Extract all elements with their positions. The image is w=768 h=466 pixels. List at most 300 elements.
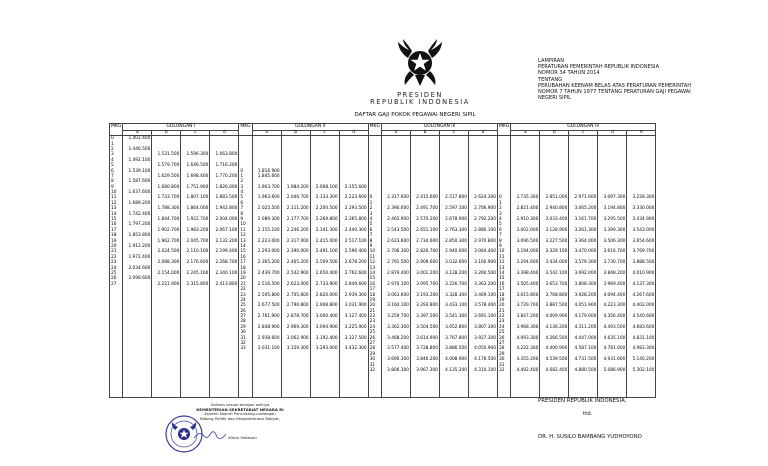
table-cell: 3.064.400 <box>474 249 496 255</box>
table-cell: 0 <box>240 168 244 174</box>
table-cell: 2.465.900 <box>387 217 409 223</box>
table-cell: 0 <box>369 195 373 201</box>
table-cell: 2.177.700 <box>286 217 309 223</box>
table-cell: 1.902.700 <box>157 227 180 233</box>
table-cell: 3.364.000 <box>574 238 597 244</box>
table-cell: 4.492.400 <box>516 367 539 373</box>
table-cell: 2.763.300 <box>445 227 467 233</box>
table-cell: 2.820.000 <box>315 292 338 298</box>
table-cell: 14 <box>498 270 505 276</box>
table-cell: 10 <box>111 190 117 196</box>
sub-header: b <box>540 130 569 136</box>
table-cell: 3.541.300 <box>445 314 467 320</box>
table-cell: 4.635.100 <box>603 335 626 341</box>
table-cell: 10 <box>369 249 376 255</box>
table-cell: 4.179.600 <box>574 314 597 320</box>
table-cell: 5 <box>369 222 373 228</box>
table-cell: 6 <box>498 227 502 233</box>
table-cell: 2.317.000 <box>286 238 309 244</box>
table-cell: 2.004.000 <box>215 217 238 223</box>
table-cell: 2.045.700 <box>186 238 209 244</box>
table-cell: 4.008.900 <box>445 357 467 363</box>
table-cell: 2.024.500 <box>157 249 180 255</box>
table-cell: 2.733.900 <box>315 281 338 287</box>
table-cell: 3.192.400 <box>315 335 338 341</box>
salary-column <box>252 136 281 398</box>
table-cell: 2.849.600 <box>344 281 367 287</box>
table-cell: 3.690.100 <box>387 357 409 363</box>
table-cell: 2.440.300 <box>344 227 367 233</box>
table-cell: 3 <box>240 184 244 190</box>
table-cell: 2.517.800 <box>445 195 467 201</box>
table-cell: 2 <box>240 179 244 185</box>
salary-column <box>181 136 210 398</box>
salary-column <box>381 136 410 398</box>
table-cell: 19 <box>240 270 246 276</box>
sub-header: d <box>468 130 497 136</box>
table-cell: 27 <box>369 341 376 347</box>
table-cell: 3.228.300 <box>632 195 655 201</box>
salary-column <box>152 136 181 398</box>
table-cell: 2.415.000 <box>315 238 338 244</box>
table-cell: 13 <box>240 238 246 244</box>
lampiran-line: NOMOR 34 TAHUN 2014 <box>538 70 600 77</box>
table-cell: 12 <box>498 260 505 266</box>
table-cell: 15 <box>498 276 505 282</box>
table-cell: 3.967.300 <box>416 367 438 373</box>
table-cell: 11 <box>369 254 376 260</box>
table-cell: 2.067.100 <box>215 227 238 233</box>
table-cell: 3.767.800 <box>445 335 467 341</box>
table-cell: 3.398.400 <box>516 270 539 276</box>
table-cell: 3.543.000 <box>632 227 655 233</box>
table-cell: 1.587.600 <box>128 179 151 185</box>
certification-line: KEMENTERIAN SEKRETARIAT NEGARA RI <box>196 406 284 412</box>
table-cell: 24 <box>240 297 246 303</box>
table-cell: 17 <box>369 287 376 293</box>
table-cell: 3.261.300 <box>574 227 597 233</box>
sub-header: a <box>381 130 410 136</box>
table-cell: 3.969.400 <box>603 281 626 287</box>
table-cell: 2.413.800 <box>215 281 238 287</box>
table-cell: 2.068.100 <box>315 184 338 190</box>
table-cell: 2.705.600 <box>286 292 309 298</box>
table-cell: 3.193.200 <box>416 292 438 298</box>
golongan-header: GOLONGAN I <box>123 124 239 131</box>
table-cell: 1 <box>240 173 244 179</box>
table-cell: 19 <box>498 297 505 303</box>
table-cell: 1.844.700 <box>157 217 180 223</box>
table-cell: 2.223.600 <box>344 195 367 201</box>
table-cell: 1.972.400 <box>128 254 151 260</box>
table-cell: 2.133.300 <box>315 195 338 201</box>
mkg-header: MKG <box>110 124 123 136</box>
table-cell: 2.132.200 <box>215 238 238 244</box>
table-cell: 2.025.500 <box>257 206 280 212</box>
table-cell: 2.678.200 <box>344 260 367 266</box>
table-cell: 2.465.200 <box>286 260 309 266</box>
table-cell: 9 <box>111 184 114 190</box>
table-cell: 21 <box>369 308 376 314</box>
lampiran-line: NOMOR 7 TAHUN 1977 TENTANG PERATURAN GAJI PEGAWAI <box>538 89 691 96</box>
table-cell: 3.128.900 <box>545 227 568 233</box>
table-cell: 3.194.000 <box>516 249 539 255</box>
table-cell: 4.731.500 <box>574 357 597 363</box>
table-cell: 1.539.100 <box>128 168 151 174</box>
table-cell: 11 <box>240 227 246 233</box>
table-cell: 2.938.600 <box>257 335 280 341</box>
table-cell: 3.260.500 <box>474 270 496 276</box>
table-cell: 2.761.900 <box>257 314 280 320</box>
table-cell: 3.329.100 <box>545 249 568 255</box>
table-cell: 2.792.200 <box>474 217 496 223</box>
golongan-header: GOLONGAN IV <box>511 124 656 131</box>
table-cell: 4.880.500 <box>574 367 597 373</box>
sub-header: c <box>310 130 339 136</box>
table-cell: 2.651.100 <box>416 227 438 233</box>
table-cell: 20 <box>111 244 117 249</box>
table-cell: 2.596.400 <box>344 249 367 255</box>
table-cell: 2.034.600 <box>128 265 151 271</box>
mkg-column <box>239 136 252 398</box>
table-cell: 6 <box>111 168 114 174</box>
table-cell: 2.706.900 <box>474 206 496 212</box>
table-cell: 23 <box>111 260 117 266</box>
table-cell: 4.094.400 <box>603 292 626 298</box>
table-cell: 3.434.900 <box>632 217 655 223</box>
table-cell: 3.161.700 <box>574 217 597 223</box>
table-cell: 2.940.000 <box>445 249 467 255</box>
sub-header: b <box>281 130 310 136</box>
signatory-name: Wisnu Setiawan <box>228 435 257 440</box>
table-cell: 4.587.100 <box>574 346 597 352</box>
table-cell: 2.098.600 <box>128 276 151 282</box>
table-cell: 2.110.100 <box>186 249 209 255</box>
table-cell: 4.447.000 <box>574 335 597 341</box>
table-cell: 3.433.100 <box>445 303 467 309</box>
table-cell: 1.984.200 <box>286 184 309 190</box>
table-cell: 4 <box>240 190 244 196</box>
table-cell: 32 <box>369 367 376 373</box>
table-cell: 18 <box>498 292 505 298</box>
table-cell: 17 <box>111 227 117 233</box>
table-cell: 24 <box>111 265 117 271</box>
table-cell: 4.137.300 <box>632 281 655 287</box>
table-cell: 3.730.700 <box>603 260 626 266</box>
table-cell: 1.663.800 <box>215 152 238 158</box>
table-cell: 14 <box>240 244 246 249</box>
sub-header: a <box>252 130 281 136</box>
table-cell: 3.327.500 <box>344 335 367 341</box>
salary-column <box>627 136 656 398</box>
golongan-header: GOLONGAN II <box>252 124 368 131</box>
table-cell: 4 <box>498 217 502 223</box>
table-cell: 30 <box>498 357 505 363</box>
table-cell: 3.654.600 <box>632 238 655 244</box>
table-cell: 19 <box>111 238 117 244</box>
table-cell: 16 <box>369 281 376 287</box>
table-cell: 21 <box>111 249 117 255</box>
table-cell: 25 <box>498 330 505 336</box>
table-cell: 4.540.600 <box>632 314 655 320</box>
sub-header: e <box>627 130 656 136</box>
table-cell: 3.000.400 <box>315 314 338 320</box>
table-cell: 2.879.400 <box>387 270 409 276</box>
sub-header: c <box>569 130 598 136</box>
table-cell: 25 <box>111 270 117 276</box>
salary-table <box>109 123 656 398</box>
table-cell: 16 <box>498 281 505 287</box>
table-cell: 3.469.100 <box>474 292 496 298</box>
table-cell: 3.001.200 <box>416 270 438 276</box>
table-cell: 4.683.600 <box>632 324 655 330</box>
table-cell: 18 <box>240 265 246 271</box>
table-cell: 4.310.100 <box>474 367 496 373</box>
table-cell: 5 <box>240 195 244 201</box>
table-cell: 3.128.200 <box>445 270 467 276</box>
salary-column <box>339 136 368 398</box>
table-cell: 2.341.300 <box>315 227 338 233</box>
table-cell: 2.390.000 <box>286 249 309 255</box>
table-cell: 3.434.000 <box>545 260 568 266</box>
table-cell: 2.569.500 <box>315 260 338 266</box>
table-cell: 3.363.200 <box>474 281 496 287</box>
salary-column <box>468 136 497 398</box>
table-cell: 3.159.300 <box>286 346 309 352</box>
table-cell: 3.504.500 <box>416 324 438 330</box>
table-cell: 2.365.200 <box>257 260 280 266</box>
table-cell: 1.751.900 <box>186 184 209 190</box>
sub-header: d <box>210 130 239 136</box>
table-cell: 3.432.300 <box>344 346 367 352</box>
table-cell: 5 <box>498 222 502 228</box>
table-cell: 2.650.400 <box>315 270 338 276</box>
table-body-row <box>110 136 656 398</box>
table-cell: 3.328.300 <box>445 292 467 298</box>
table-cell: 15 <box>369 276 376 282</box>
table-cell: 21 <box>498 308 505 314</box>
sub-header: c <box>439 130 468 136</box>
table-cell: 2.365.800 <box>344 217 367 223</box>
lampiran-line: PERATURAN PEMERINTAH REPUBLIK INDONESIA <box>538 64 660 71</box>
table-cell: 1.912.200 <box>128 244 151 249</box>
table-cell: 12 <box>240 233 246 239</box>
table-cell: 26 <box>498 335 505 341</box>
table-cell: 27 <box>240 314 246 320</box>
table-cell: 4 <box>111 157 114 163</box>
table-cell: 2.415.600 <box>416 195 438 201</box>
mkg-header: MKG <box>497 124 510 136</box>
president-caption-line-2: REPUBLIK INDONESIA <box>370 98 470 107</box>
table-cell: 4.051.900 <box>574 303 597 309</box>
table-cell: 3 <box>498 211 502 217</box>
table-cell: 2.089.300 <box>257 217 280 223</box>
table-cell: 2 <box>111 146 114 152</box>
salary-column <box>511 136 540 398</box>
table-cell: 1.402.400 <box>128 136 151 142</box>
president-signature-label: PRESIDEN REPUBLIK INDONESIA, <box>538 398 627 404</box>
table-cell: 1.962.700 <box>157 238 180 244</box>
table-cell: 3.846.200 <box>416 357 438 363</box>
table-cell: 22 <box>498 314 505 320</box>
salary-column <box>210 136 239 398</box>
table-cell: 26 <box>111 276 117 282</box>
table-cell: 3.063.600 <box>387 292 409 298</box>
mkg-header: MKG <box>239 124 252 136</box>
table-cell: 3.470.000 <box>574 249 597 255</box>
table-cell: 4 <box>369 217 373 223</box>
table-cell: 2.851.000 <box>545 195 568 201</box>
table-cell: 3.096.500 <box>516 238 539 244</box>
table-cell: 4.178.500 <box>474 357 496 363</box>
table-cell: 3.293.800 <box>416 303 438 309</box>
table-cell: 23 <box>498 319 505 325</box>
table-cell: 28 <box>498 346 505 352</box>
table-cell: 3.226.700 <box>445 281 467 287</box>
table-cell: 10 <box>240 222 246 228</box>
table-cell: 30 <box>369 357 376 363</box>
signed-label: ttd. <box>583 411 593 417</box>
table-cell: 2.971.600 <box>574 195 597 201</box>
table-cell: 7 <box>240 206 244 212</box>
table-cell: 23 <box>369 319 376 325</box>
table-cell: 31 <box>240 335 246 341</box>
table-cell: 9 <box>240 217 244 223</box>
table-cell: 4.781.000 <box>603 346 626 352</box>
table-cell: 15 <box>111 217 117 223</box>
table-cell: 3.691.100 <box>474 314 496 320</box>
lampiran-line: LAMPIRAN <box>538 58 565 64</box>
table-cell: 2.677.500 <box>257 303 280 309</box>
table-cell: 1.853.800 <box>128 233 151 239</box>
table-cell: 2.624.300 <box>474 195 496 201</box>
table-cell: 2.848.900 <box>257 324 280 330</box>
handwritten-signature-icon <box>192 428 257 442</box>
table-cell: 4.356.400 <box>603 314 626 320</box>
table-cell: 3 <box>111 152 114 158</box>
table-cell: 3.031.100 <box>257 346 280 352</box>
table-cell: 1.807.100 <box>186 195 209 201</box>
table-cell: 2.623.000 <box>286 281 309 287</box>
garuda-emblem-icon <box>395 38 445 88</box>
mkg-column <box>497 136 510 398</box>
table-cell: 23 <box>240 292 246 298</box>
table-cell: 3.031.900 <box>344 303 367 309</box>
table-cell: 3.295.500 <box>603 217 626 223</box>
salary-column <box>123 136 152 398</box>
president-caption-line-1: PRESIDEN <box>397 91 443 99</box>
table-cell: 2.762.600 <box>344 270 367 276</box>
table-cell: 2.880.100 <box>474 227 496 233</box>
table-cell: 7 <box>111 173 114 179</box>
table-cell: 2.315.800 <box>186 281 209 287</box>
table-cell: 14 <box>369 270 376 276</box>
table-cell: 3.768.800 <box>545 292 568 298</box>
table-cell: 2.910.300 <box>516 217 539 223</box>
table-cell: 18 <box>111 233 117 239</box>
table-cell: 15 <box>240 249 246 255</box>
table-cell: 2.735.300 <box>516 195 539 201</box>
table-cell: 3.032.600 <box>445 260 467 266</box>
table-cell: 4.223.300 <box>603 303 626 309</box>
table-cell: 2.517.100 <box>344 238 367 244</box>
table-cell: 26 <box>240 308 246 314</box>
table-cell: 3.542.100 <box>545 270 568 276</box>
table-cell: 4.402.000 <box>632 303 655 309</box>
table-cell: 2.595.800 <box>257 292 280 298</box>
table-cell: 2.293.500 <box>344 206 367 212</box>
table-cell: 2.821.400 <box>516 206 539 212</box>
table-cell: 1.646.500 <box>186 163 209 169</box>
sub-header: d <box>598 130 627 136</box>
table-cell: 8 <box>240 211 244 217</box>
table-cell: 1.733.700 <box>157 195 180 201</box>
table-cell: 7 <box>498 233 502 239</box>
table-cell: 1 <box>369 200 373 206</box>
sub-header: a <box>123 130 152 136</box>
table-cell: 3.847.200 <box>516 314 539 320</box>
table-cell: 3.729.700 <box>516 303 539 309</box>
lampiran-block <box>538 58 763 101</box>
table-cell: 4.222.300 <box>516 346 539 352</box>
table-cell: 1.698.400 <box>186 173 209 179</box>
table-cell: 4.539.500 <box>545 357 568 363</box>
table-cell: 1.596.300 <box>186 152 209 158</box>
table-cell: 3.578.400 <box>474 303 496 309</box>
sub-header: a <box>511 130 540 136</box>
salary-column <box>540 136 569 398</box>
table-cell: 13 <box>369 265 376 271</box>
table-cell: 3.330.000 <box>632 206 655 212</box>
table-cell: 2.155.600 <box>344 184 367 190</box>
table-cell: 11 <box>498 254 505 260</box>
table-cell: 3.927.300 <box>474 335 496 341</box>
table-cell: 4.050.900 <box>474 346 496 352</box>
table-cell: 2.570.200 <box>416 217 438 223</box>
table-cell: 28 <box>240 319 246 325</box>
salary-column <box>569 136 598 398</box>
table-cell: 3.097.300 <box>603 195 626 201</box>
table-cell: 9 <box>369 244 373 249</box>
table-cell: 3.127.400 <box>344 314 367 320</box>
table-cell: 20 <box>369 303 376 309</box>
table-cell: 22 <box>240 287 246 293</box>
table-cell: 3.362.300 <box>387 324 409 330</box>
certification-line: Salinan sesuai dengan aslinya <box>210 402 270 407</box>
table-cell: 1.770.200 <box>215 173 238 179</box>
table-cell: 1.680.800 <box>157 184 180 190</box>
table-cell: 31 <box>369 362 376 368</box>
salary-column <box>310 136 339 398</box>
table-cell: 33 <box>240 346 246 352</box>
table-cell: 1.788.300 <box>157 206 180 212</box>
table-cell: 3 <box>369 211 373 217</box>
table-cell: 3.506.300 <box>603 238 626 244</box>
table-cell: 3.062.900 <box>286 335 309 341</box>
table-cell: 2.268.700 <box>215 260 238 266</box>
table-cell: 1.446.500 <box>128 146 151 152</box>
table-cell: 2.970.800 <box>474 238 496 244</box>
table-cell: 4.931.600 <box>603 357 626 363</box>
table-cell: 2.046.700 <box>286 195 309 201</box>
sub-header: c <box>181 130 210 136</box>
table-cell: 1.963.600 <box>257 195 280 201</box>
salary-column <box>598 136 627 398</box>
table-cell: 3.160.100 <box>387 303 409 309</box>
table-cell: 7 <box>369 233 373 239</box>
table-cell: 2.878.700 <box>286 314 309 320</box>
table-cell: 12 <box>369 260 376 266</box>
